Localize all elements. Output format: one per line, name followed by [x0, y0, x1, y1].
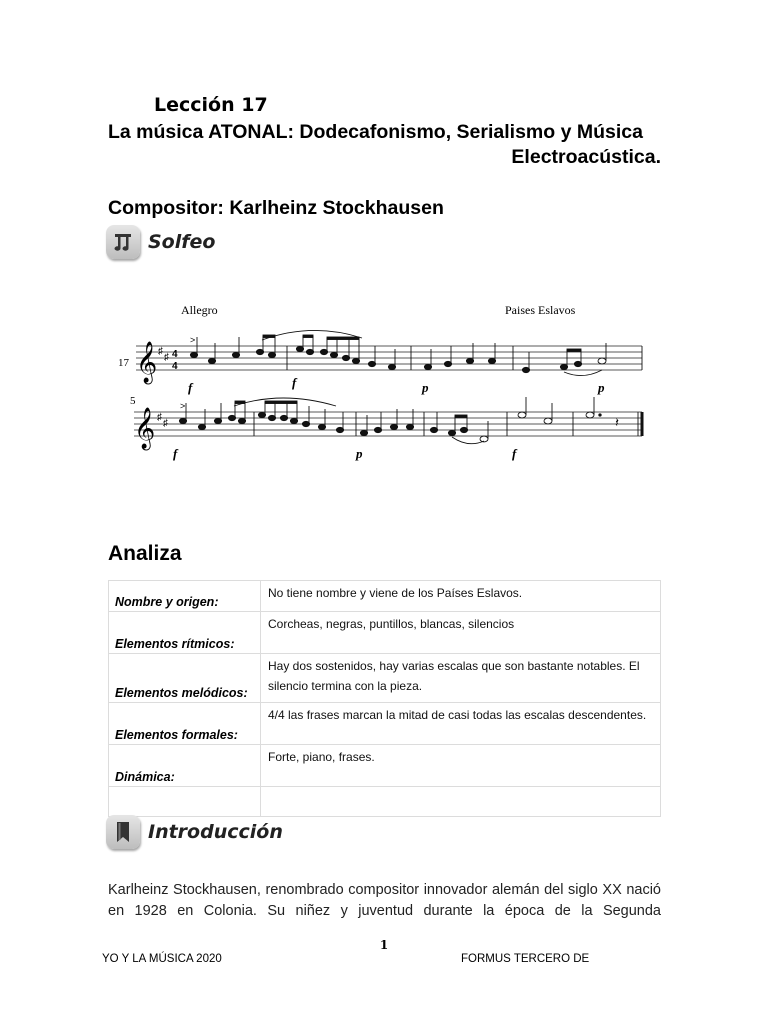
rest-icon: 𝄽	[615, 415, 619, 430]
composer-heading: Compositor: Karlheinz Stockhausen	[108, 197, 444, 219]
dynamic-piano: p	[422, 380, 429, 395]
row-value: No tiene nombre y viene de los Países Eslavos.	[261, 581, 661, 612]
dynamic-piano: p	[598, 380, 605, 395]
measure-number: 5	[130, 395, 136, 407]
row-value	[261, 787, 661, 817]
solfeo-label: Solfeo	[148, 231, 216, 253]
analysis-table	[108, 580, 661, 817]
sharp-icon: ♯	[164, 352, 169, 363]
footer-left: YO Y LA MÚSICA 2020	[102, 953, 222, 965]
row-label: Elementos melódicos:	[109, 654, 261, 703]
treble-clef-icon: 𝄞	[134, 408, 156, 449]
measure-number: 17	[118, 357, 129, 369]
treble-clef-icon: 𝄞	[136, 342, 158, 383]
row-value: 4/4 las frases marcan la mitad de casi todas las escalas descendentes.	[261, 703, 661, 745]
row-label: Nombre y origen:	[109, 581, 261, 612]
row-value: Hay dos sostenidos, hay varias escalas que son bastante notables. El silencio termina con la pieza.	[261, 654, 661, 703]
row-value: Corcheas, negras, puntillos, blancas, silencios	[261, 612, 661, 654]
sharp-icon: ♯	[157, 412, 162, 423]
row-value: Forte, piano, frases.	[261, 745, 661, 787]
accent-icon: >	[180, 401, 186, 411]
table-row	[109, 703, 661, 745]
introduccion-label: Introducción	[148, 821, 283, 843]
row-label: Dinámica:	[109, 745, 261, 787]
accent-icon: >	[190, 335, 196, 345]
tempo-marking: Allegro	[181, 303, 218, 317]
row-label: Elementos rítmicos:	[109, 612, 261, 654]
introduccion-text: Karlheinz Stockhausen, renombrado compositor innovador alemán del siglo XX nació en 1928 en Colonia. Su niñez y juventud durante la época de la Segunda	[108, 882, 661, 919]
dynamic-forte: f	[512, 446, 517, 461]
music-score	[112, 296, 652, 466]
row-label	[109, 787, 261, 817]
analiza-heading: Analiza	[108, 542, 182, 565]
staff-lines-2	[134, 412, 642, 436]
lesson-number: Lección 17	[154, 94, 268, 116]
solfeo-section-header	[106, 224, 215, 260]
score-subtitle: Paises Eslavos	[505, 303, 576, 317]
page-number: 1	[379, 938, 389, 952]
time-signature-icon: 4	[172, 349, 178, 360]
table-row	[109, 654, 661, 703]
footer-right: FORMUS TERCERO DE	[461, 953, 590, 965]
dynamic-forte: f	[173, 446, 178, 461]
dynamic-piano: p	[356, 446, 363, 461]
table-row	[109, 581, 661, 612]
time-signature-icon: 4	[172, 361, 178, 372]
row-label: Elementos formales:	[109, 703, 261, 745]
bookmark-icon	[106, 815, 140, 849]
dynamic-forte: f	[292, 375, 297, 390]
table-row	[109, 612, 661, 654]
music-note-icon	[106, 225, 140, 259]
sharp-icon: ♯	[163, 418, 168, 429]
sharp-icon: ♯	[158, 346, 163, 357]
dynamic-forte: f	[188, 380, 193, 395]
lesson-title-line1: La música ATONAL: Dodecafonismo, Serialismo y Música	[108, 121, 643, 143]
table-row	[109, 787, 661, 817]
introduccion-section-header	[106, 814, 283, 850]
notes-line-1	[190, 335, 606, 373]
lesson-title-line2: Electroacústica.	[511, 146, 661, 168]
table-row	[109, 745, 661, 787]
